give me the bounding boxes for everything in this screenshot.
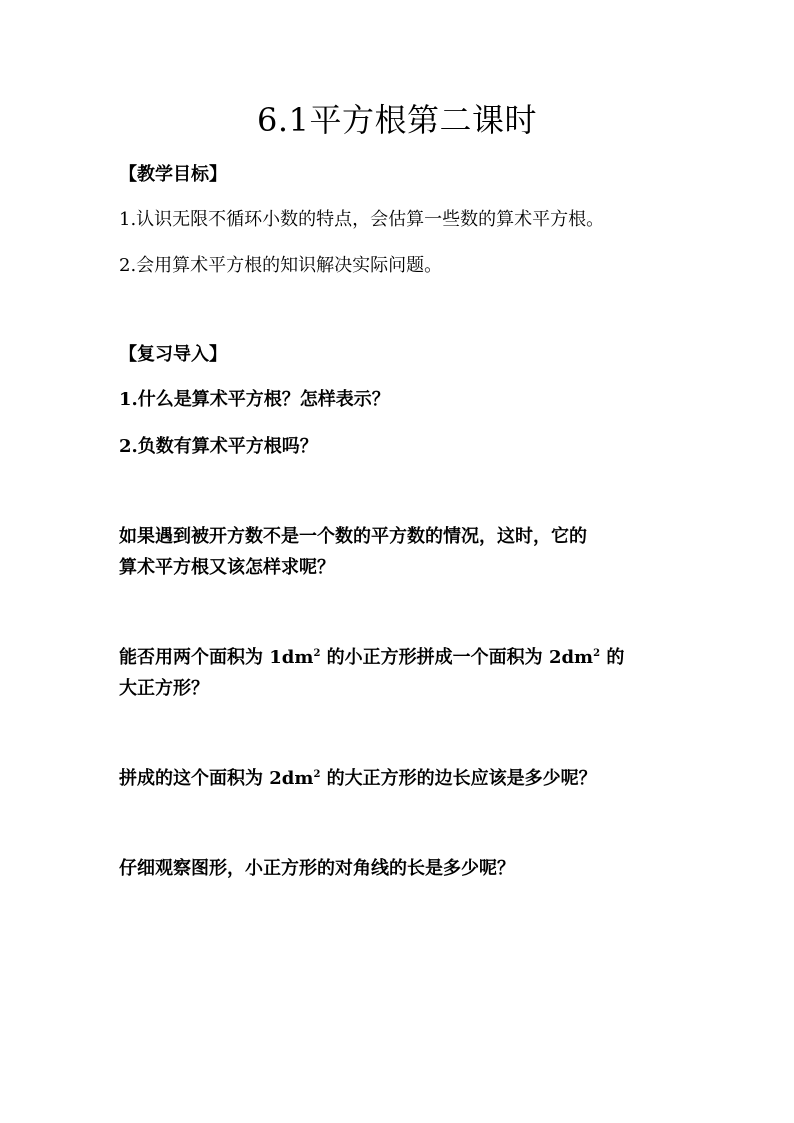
review-item-1: 1.什么是算术平方根？怎样表示？	[119, 389, 390, 410]
paragraph-1-line-2: 算术平方根又该怎样求呢？	[119, 557, 335, 578]
paragraph-2-text-c: 的	[600, 647, 625, 668]
objective-item-1: 1.认识无限不循环小数的特点，会估算一些数的算术平方根。	[119, 209, 605, 230]
superscript-squared: 2	[593, 648, 601, 659]
paragraph-2-text-b: 的小正方形拼成一个面积为 2dm	[320, 647, 594, 668]
review-heading: 【复习导入】	[119, 344, 227, 365]
paragraph-2-line-2: 大正方形？	[119, 678, 209, 699]
paragraph-1-line-1: 如果遇到被开方数不是一个数的平方数的情况，这时，它的	[119, 526, 587, 547]
review-item-2: 2.负数有算术平方根吗？	[119, 436, 318, 457]
paragraph-3-text-a: 拼成的这个面积为 2dm	[119, 768, 314, 789]
paragraph-3	[119, 766, 597, 792]
paragraph-2-text-a: 能否用两个面积为 1dm	[119, 647, 314, 668]
paragraph-2-line-1	[119, 645, 624, 671]
objectives-heading: 【教学目标】	[119, 164, 227, 185]
superscript-squared: 2	[313, 648, 321, 659]
paragraph-4: 仔细观察图形，小正方形的对角线的长是多少呢？	[119, 858, 515, 879]
page-title: 6.1平方根第二课时	[257, 101, 537, 139]
superscript-squared: 2	[313, 769, 321, 780]
paragraph-3-text-b: 的大正方形的边长应该是多少呢？	[320, 768, 597, 789]
objective-item-2: 2.会用算术平方根的知识解决实际问题。	[119, 255, 443, 276]
